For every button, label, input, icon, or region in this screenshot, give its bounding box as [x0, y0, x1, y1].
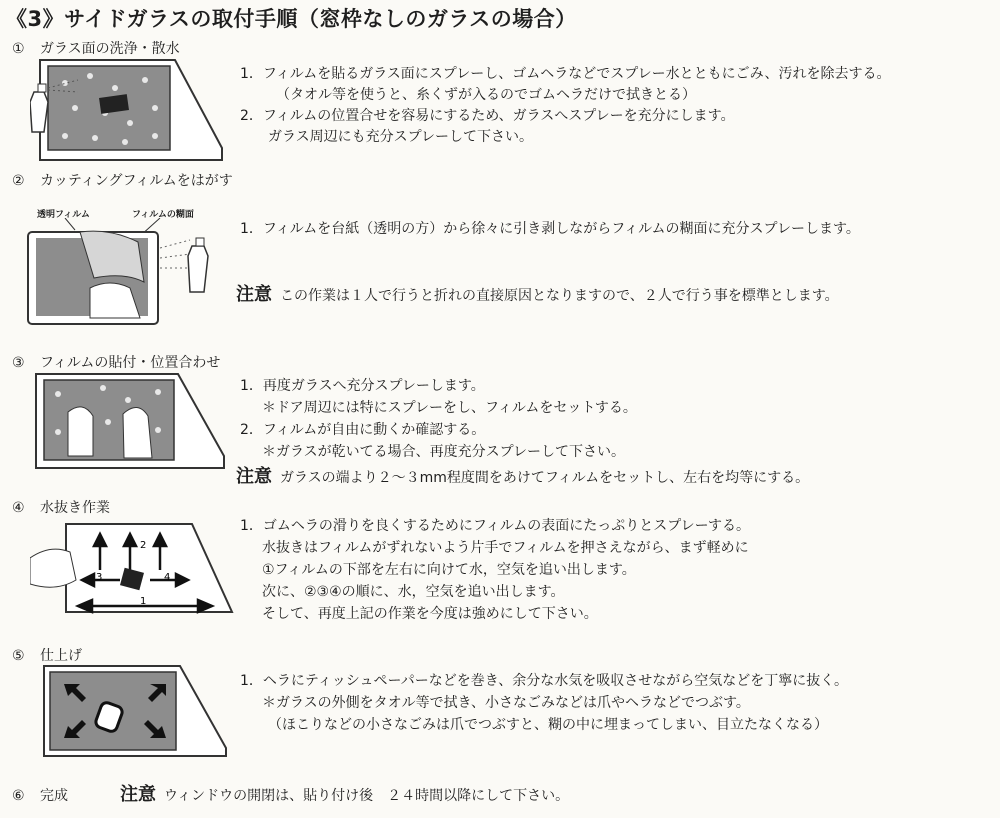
- step-1-number: ①: [12, 41, 25, 57]
- step-3-line-4: ＊ガラスが乾いてる場合、再度充分スプレーして下さい。: [262, 444, 626, 460]
- step-3-illustration: [28, 372, 228, 472]
- step-3-heading: [12, 352, 220, 372]
- arrow-label-4: 4: [164, 572, 171, 583]
- step-3-line-2: ＊ドア周辺には特にスプレーをし、フィルムをセットする。: [262, 400, 637, 416]
- step-4-line-2: 水抜きはフィルムがずれないよう片手でフィルムを押さえながら、まず軽めに: [262, 540, 749, 556]
- step-5-title: 仕上げ: [40, 648, 82, 664]
- step-6-number: ⑥: [12, 788, 25, 804]
- step-6-title: 完成: [40, 788, 68, 804]
- step-1-title: ガラス面の洗浄・散水: [40, 41, 180, 57]
- step-6-heading: [12, 785, 68, 805]
- arrow-label-2: 2: [140, 540, 147, 551]
- step-2-line-1: 1．フィルムを台紙（透明の方）から徐々に引き剥しながらフィルムの糊面に充分スプレーします。: [240, 221, 860, 237]
- step-4-heading: [12, 497, 110, 517]
- step-6-note: [120, 780, 569, 806]
- step-2-note: [236, 280, 839, 306]
- step-3-title: フィルムの貼付・位置合わせ: [40, 355, 221, 371]
- step-2-note-text: この作業は１人で行うと折れの直接原因となりますので、２人で行う事を標準とします。: [280, 288, 839, 304]
- step-4-number: ④: [12, 500, 25, 516]
- step-5-illustration: [40, 664, 230, 759]
- arrow-label-3: 3: [96, 572, 103, 583]
- step-3-note: [236, 462, 809, 488]
- step-2-label-adhesive-side: フィルムの糊面: [132, 210, 194, 220]
- step-5-line-1: 1．ヘラにティッシュペーパーなどを巻き、余分な水気を吸収させながら空気などを丁寧に抜く。: [240, 673, 848, 689]
- step-2-number: ②: [12, 173, 25, 189]
- step-1-illustration: [30, 58, 225, 163]
- step-1-line-4: ガラス周辺にも充分スプレーして下さい。: [268, 129, 534, 145]
- step-2-label-clear-film: 透明フィルム: [37, 210, 90, 220]
- page-title: 《3》サイドガラスの取付手順（窓枠なしのガラスの場合）: [6, 7, 577, 31]
- step-3-note-label: 注意: [236, 466, 272, 487]
- step-4-line-5: そして、再度上記の作業を今度は強めにして下さい。: [262, 606, 598, 622]
- step-1-line-3: 2．フィルムの位置合せを容易にするため、ガラスへスプレーを充分にします。: [240, 108, 735, 124]
- step-2-illustration: [20, 218, 230, 328]
- step-4-line-3: ①フィルムの下部を左右に向けて水，空気を追い出します。: [262, 562, 636, 578]
- step-4-title: 水抜き作業: [40, 500, 110, 516]
- step-3-line-3: 2．フィルムが自由に動くか確認する。: [240, 422, 486, 438]
- step-6-note-text: ウィンドウの開閉は、貼り付け後 ２４時間以降にして下さい。: [164, 788, 570, 804]
- step-2-title: カッティングフィルムをはがす: [40, 173, 233, 189]
- step-1-line-1: 1．フィルムを貼るガラス面にスプレーし、ゴムヘラなどでスプレー水とともにごみ、汚れを除去する。: [240, 66, 891, 82]
- step-1-line-2: （タオル等を使うと、糸くずが入るのでゴムヘラだけで拭きとる）: [276, 87, 696, 103]
- step-4-illustration: [30, 522, 235, 618]
- step-5-number: ⑤: [12, 648, 25, 664]
- step-4-line-1: 1．ゴムヘラの滑りを良くするためにフィルムの表面にたっぷりとスプレーする。: [240, 518, 750, 534]
- step-5-line-3: （ほこりなどの小さなごみは爪でつぶすと、糊の中に埋まってしまい、目立たなくなる）: [268, 717, 828, 733]
- step-2-heading: [12, 170, 233, 190]
- step-3-note-text: ガラスの端より２～３mm程度間をあけてフィルムをセットし、左右を均等にする。: [280, 470, 810, 486]
- step-2-note-label: 注意: [236, 284, 272, 305]
- step-3-number: ③: [12, 355, 25, 371]
- arrow-label-1: 1: [140, 596, 147, 607]
- step-6-note-label: 注意: [120, 784, 156, 805]
- step-4-line-4: 次に、②③④の順に、水，空気を追い出します。: [262, 584, 565, 600]
- step-5-heading: [12, 645, 82, 665]
- step-5-line-2: ＊ガラスの外側をタオル等で拭き、小さなごみなどは爪やヘラなどでつぶす。: [262, 695, 750, 711]
- step-1-heading: [12, 38, 180, 58]
- step-3-line-1: 1．再度ガラスへ充分スプレーします。: [240, 378, 485, 394]
